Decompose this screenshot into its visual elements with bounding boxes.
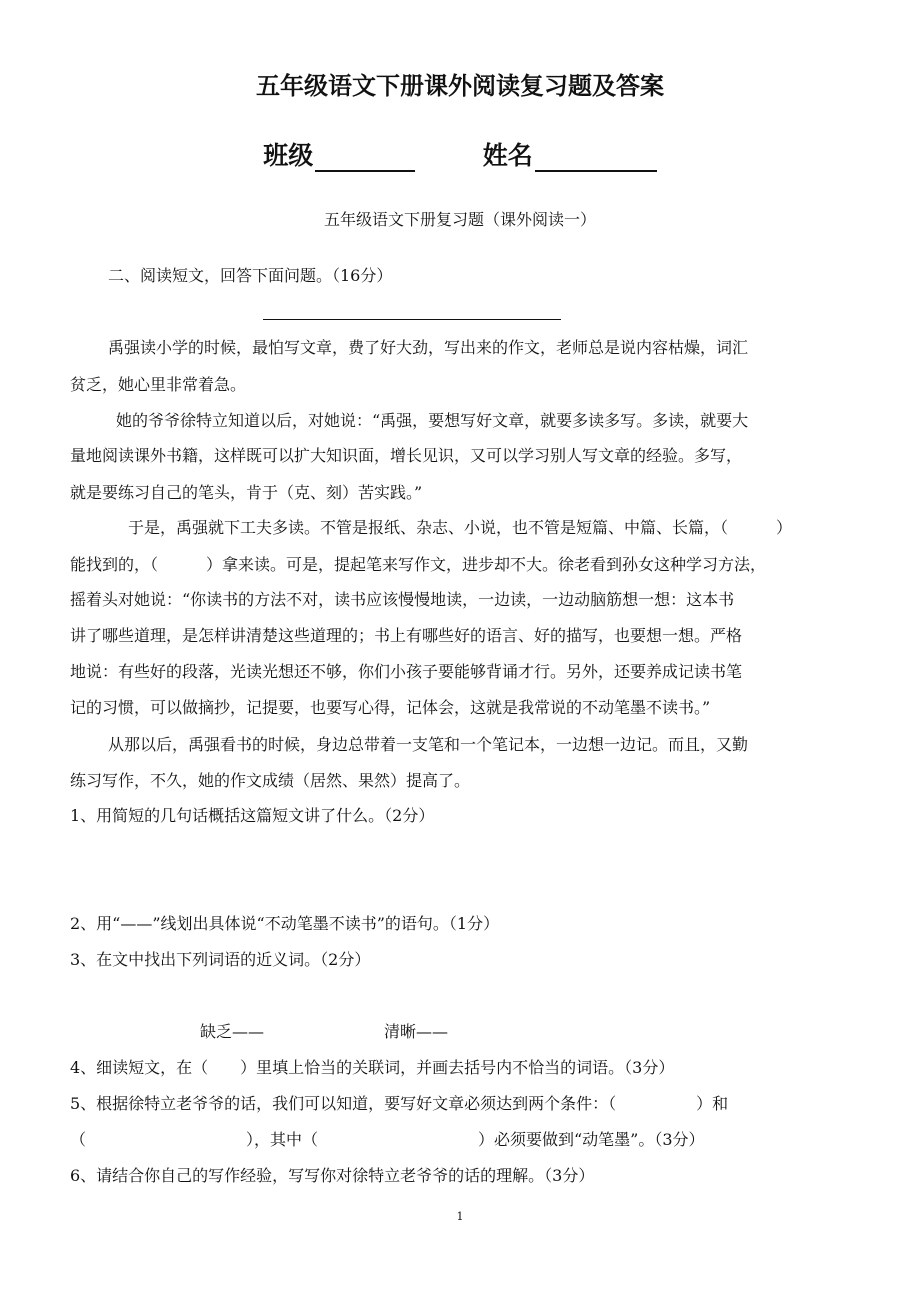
page-number: 1 (456, 1210, 464, 1223)
exercise-subtitle: 五年级语文下册复习题（课外阅读一） (323, 210, 596, 229)
passage-line: 能找到的，（ ）拿来读。可是，提起笔来写作文，进步却不大。徐老看到孙女这种学习方法， (70, 555, 767, 574)
passage-line: 地说：有些好的段落，光读光想还不够，你们小孩子要能够背诵才行。另外，还要养成记读书笔 (70, 662, 743, 681)
passage-line: 摇着头对她说：“你读书的方法不对，读书应该慢慢地读，一边读，一边动脑筋想一想：这本书 (70, 590, 735, 609)
question-1: 1、用简短的几句话概括这篇短文讲了什么。（2分） (70, 806, 435, 825)
passage-line: 从那以后，禹强看书的时候，身边总带着一支笔和一个笔记本，一边想一边记。而且，又勤 (108, 735, 749, 754)
question-3-word-1: 缺乏—— (200, 1022, 265, 1041)
question-3-word-2: 清晰—— (384, 1022, 449, 1041)
class-blank[interactable] (315, 144, 415, 172)
class-label: 班级 (263, 141, 314, 170)
name-label: 姓名 (482, 141, 533, 170)
passage-line: 练习写作，不久，她的作文成绩（居然、果然）提高了。 (70, 771, 471, 790)
question-5-line-1: 5、根据徐特立老爷爷的话，我们可以知道，要写好文章必须达到两个条件：（ ）和 (70, 1094, 729, 1113)
passage-line: 贫乏，她心里非常着急。 (70, 375, 247, 394)
question-2: 2、用“——”线划出具体说“不动笔墨不读书”的语句。（1分） (70, 914, 500, 933)
name-blank[interactable] (535, 144, 657, 172)
passage-title-blank (263, 319, 561, 320)
passage-line: 记的习惯，可以做摘抄，记提要，也要写心得，记体会，这就是我常说的不动笔墨不读书。” (70, 698, 711, 717)
student-info-row (0, 136, 920, 172)
passage-line: 她的爷爷徐特立知道以后，对她说：“禹强，要想写好文章，就要多读多写。多读，就要大 (116, 411, 749, 430)
question-4: 4、细读短文，在（ ）里填上恰当的关联词，并画去括号内不恰当的词语。（3分） (70, 1058, 675, 1077)
passage-line: 禹强读小学的时候，最怕写文章，费了好大劲，写出来的作文，老师总是说内容枯燥，词汇 (108, 338, 749, 357)
question-3: 3、在文中找出下列词语的近义词。（2分） (70, 950, 371, 969)
passage-line: 量地阅读课外书籍，这样既可以扩大知识面，增长见识，又可以学习别人写文章的经验。多写， (70, 446, 743, 465)
passage-line: 就是要练习自己的笔头，肯于（克、刻）苦实践。” (70, 483, 423, 502)
passage-line: 讲了哪些道理，是怎样讲清楚这些道理的；书上有哪些好的语言、好的描写，也要想一想。严格 (70, 626, 743, 645)
question-5-line-2: （ ），其中（ ）必须要做到“动笔墨”。（3分） (70, 1130, 705, 1149)
passage-line: 于是，禹强就下工夫多读。不管是报纸、杂志、小说，也不管是短篇、中篇、长篇，（ ） (128, 518, 793, 537)
section-heading: 二、阅读短文，回答下面问题。（16分） (108, 266, 393, 285)
question-6: 6、请结合你自己的写作经验，写写你对徐特立老爷爷的话的理解。（3分） (70, 1166, 595, 1185)
document-title: 五年级语文下册课外阅读复习题及答案 (256, 72, 664, 100)
